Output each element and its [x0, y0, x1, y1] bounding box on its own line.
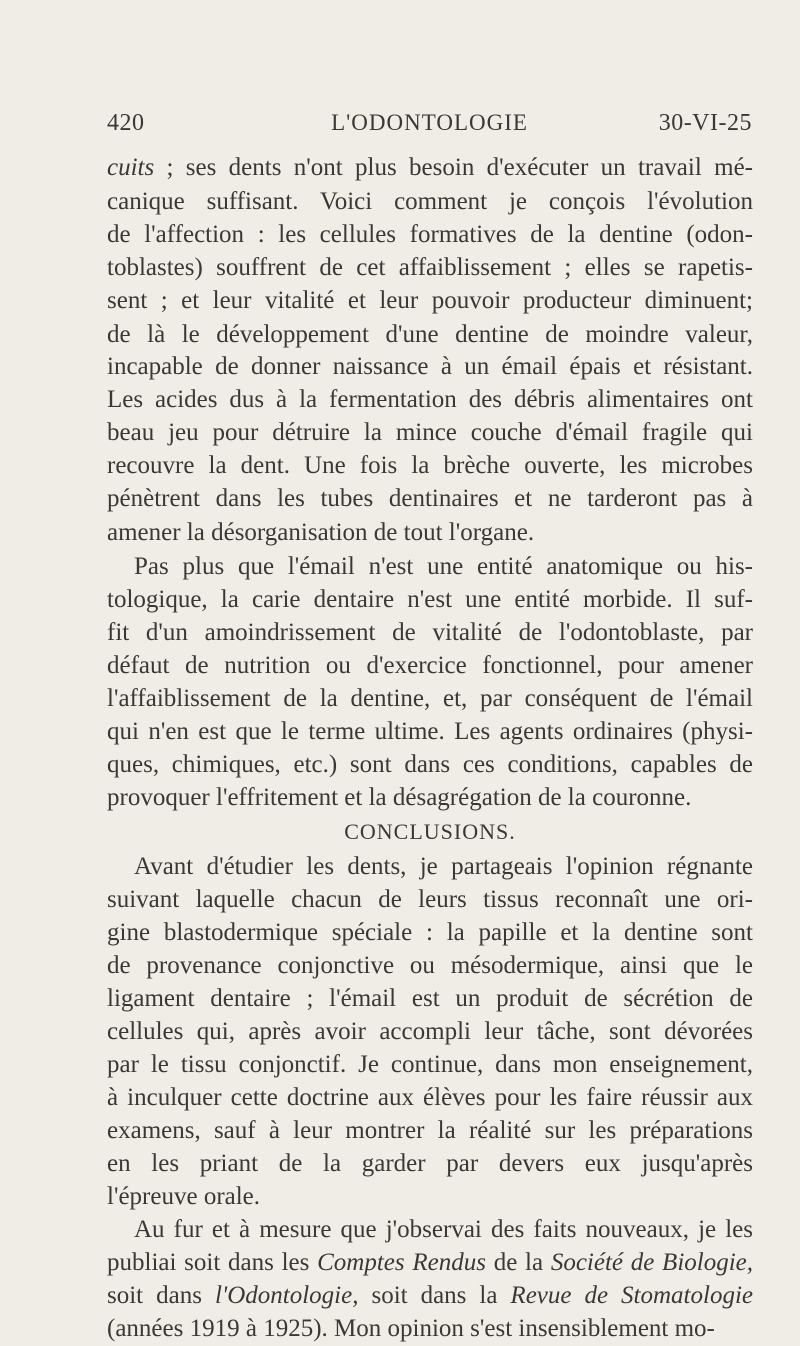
- text-segment: canique suffisant. Voici comment je conçois l'évolution: [107, 188, 753, 215]
- text-segment: par le tissu conjonctif. Je continue, dans mon enseignement,: [107, 1051, 753, 1078]
- text-segment: qui n'en est que le terme ultime. Les agents ordinaires (physi-: [107, 718, 753, 745]
- text-line: [107, 151, 753, 185]
- text-segment: Pas plus que l'émail n'est une entité anatomique ou his-: [134, 553, 753, 580]
- text-line: [107, 781, 753, 815]
- text-segment: cellules qui, après avoir accompli leur tâche, sont dévorées: [107, 1018, 753, 1045]
- text-line: [107, 1015, 753, 1049]
- text-segment: Au fur et à mesure que j'observai des faits nouveaux, je les: [134, 1216, 753, 1243]
- text-segment: incapable de donner naissance à un émail épais et résistant.: [107, 353, 753, 380]
- text-segment: défaut de nutrition ou d'exercice fonctionnel, pour amener: [107, 652, 753, 679]
- text-line: [107, 350, 753, 384]
- text-segment: suivant laquelle chacun de leurs tissus reconnaît une ori-: [107, 886, 753, 913]
- text-segment: de provenance conjonctive ou mésodermique, ainsi que le: [107, 952, 753, 979]
- text-segment: Les acides dus à la fermentation des débris alimentaires ont: [107, 386, 753, 413]
- text-segment: publiai soit dans les: [107, 1249, 318, 1276]
- text-line: [134, 550, 753, 584]
- text-segment: beau jeu pour détruire la mince couche d'émail fragile qui: [107, 419, 753, 446]
- text-line: [107, 616, 753, 650]
- text-line: [107, 1180, 753, 1214]
- text-segment: soit dans la: [358, 1282, 511, 1309]
- text-line: [107, 1081, 753, 1115]
- text-line: [107, 1048, 753, 1082]
- text-line: [107, 649, 753, 683]
- italic-segment: l'Odontologie,: [214, 1282, 359, 1309]
- text-line: [107, 318, 753, 352]
- text-segment: provoquer l'effritement et la désagrégation de la couronne.: [107, 784, 692, 811]
- text-line: [107, 284, 753, 318]
- italic-segment: Société de Biologie,: [550, 1249, 754, 1276]
- text-segment: ; ses dents n'ont plus besoin d'exécuter un travail mé-: [154, 154, 753, 181]
- text-segment: tologique, la carie dentaire n'est une entité morbide. Il suf-: [107, 586, 753, 613]
- text-segment: CONCLUSIONS.: [344, 819, 516, 844]
- text-segment: toblastes) souffrent de cet affaiblissement ; elles se rapetis-: [107, 254, 753, 281]
- text-segment: (années 1919 à 1925). Mon opinion s'est insensiblement mo-: [107, 1315, 715, 1342]
- text-segment: l'affaiblissement de la dentine, et, par conséquent de l'émail: [107, 685, 753, 712]
- issue-date: 30-VI-25: [658, 110, 752, 136]
- text-line: [107, 715, 753, 749]
- text-line: [107, 748, 753, 782]
- text-segment: amener la désorganisation de tout l'organe.: [107, 519, 535, 546]
- text-segment: l'épreuve orale.: [107, 1183, 261, 1210]
- text-segment: gine blastodermique spéciale : la papille et la dentine sont: [107, 919, 753, 946]
- text-segment: Avant d'étudier les dents, je partageais l'opinion régnante: [134, 853, 753, 880]
- text-line: [107, 583, 753, 617]
- text-line: [107, 1147, 753, 1181]
- italic-segment: Revue de Stomatologie: [510, 1282, 753, 1309]
- text-line: [107, 185, 753, 219]
- text-segment: de l'affection : les cellules formatives de la dentine (odon-: [107, 221, 753, 248]
- text-line: [107, 383, 753, 417]
- text-segment: recouvre la dent. Une fois la brèche ouverte, les microbes: [107, 452, 753, 479]
- text-segment: en les priant de la garder par devers eux jusqu'après: [107, 1150, 753, 1177]
- text-line: [107, 449, 753, 483]
- page-number: 420: [107, 110, 145, 136]
- text-line: [107, 251, 753, 285]
- text-segment: à inculquer cette doctrine aux élèves pour les faire réussir aux: [107, 1084, 753, 1111]
- italic-segment: Comptes Rendus: [317, 1249, 486, 1276]
- text-segment: de la: [485, 1249, 551, 1276]
- text-line: [134, 1213, 753, 1247]
- text-segment: fit d'un amoindrissement de vitalité de l'odontoblaste, par: [107, 619, 753, 646]
- text-segment: ques, chimiques, etc.) sont dans ces conditions, capables de: [107, 751, 753, 778]
- text-line: [107, 416, 753, 450]
- text-line: [107, 949, 753, 983]
- text-line: [107, 516, 753, 550]
- section-heading: [107, 815, 753, 849]
- italic-segment: cuits: [107, 154, 155, 181]
- text-line: [107, 982, 753, 1016]
- running-header: [107, 110, 752, 144]
- text-segment: de là le développement d'une dentine de moindre valeur,: [107, 321, 753, 348]
- text-segment: ligament dentaire ; l'émail est un produit de sécrétion de: [107, 985, 753, 1012]
- text-line: [107, 916, 753, 950]
- text-segment: examens, sauf à leur montrer la réalité sur les préparations: [107, 1117, 753, 1144]
- text-line: [107, 1279, 753, 1313]
- text-segment: pénètrent dans les tubes dentinaires et ne tarderont pas à: [107, 485, 753, 512]
- text-line: [107, 883, 753, 917]
- text-line: [107, 218, 753, 252]
- text-line: [107, 1114, 753, 1148]
- journal-title: L'ODONTOLOGIE: [331, 110, 528, 135]
- text-line: [107, 482, 753, 516]
- text-line: [107, 1312, 753, 1346]
- text-line: [107, 1246, 753, 1280]
- text-line: [134, 850, 753, 884]
- text-line: [107, 682, 753, 716]
- text-segment: sent ; et leur vitalité et leur pouvoir producteur diminuent;: [107, 287, 753, 314]
- text-segment: soit dans: [107, 1282, 215, 1309]
